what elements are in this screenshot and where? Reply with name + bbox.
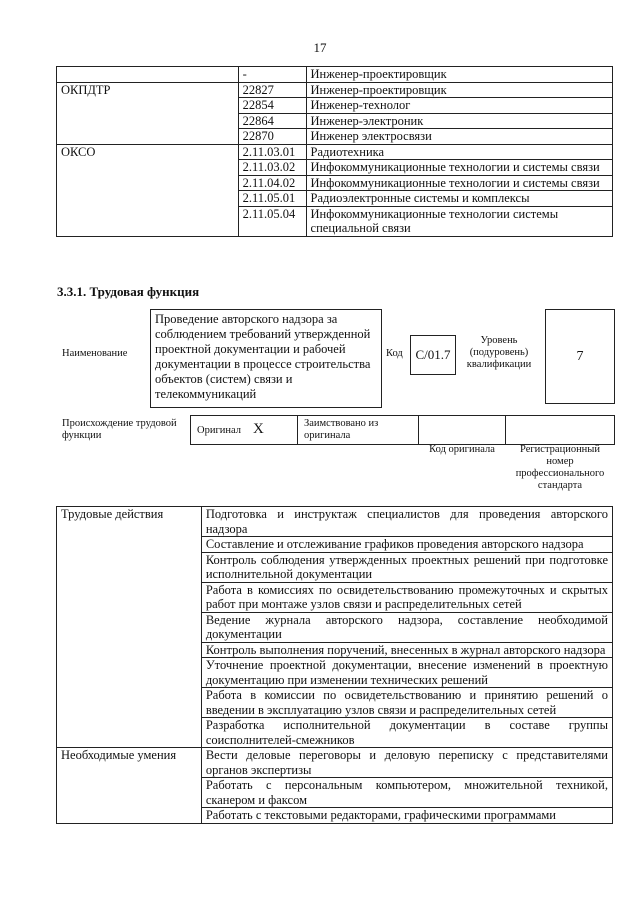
code-cell: 22870 [238,129,306,145]
group-cell: ОКСО [57,144,239,236]
function-name-value: Проведение авторского надзора за соблюдением требований утвержденной проектной документации и рабочей документации в процессе строительства объектов (систем) связи и телекоммуникаций [150,309,382,408]
details-table [56,506,613,824]
table-row [57,144,613,160]
code-original-caption: Код оригинала [429,444,495,455]
reg-number-caption: Регистрационный номер профессионального стандарта [515,444,605,491]
name-cell: Инфокоммуникационные технологии и системы связи [306,175,612,191]
code-original-cell [418,415,506,445]
name-cell: Инфокоммуникационные технологии и системы связи [306,160,612,176]
origin-label: Происхождение трудовой функции [62,418,177,441]
code-label: Код [386,348,403,359]
code-cell: 2.11.03.02 [238,160,306,176]
name-cell: Инженер-проектировщик [306,82,612,98]
borrowed-label: Заимствовано из оригинала [304,418,379,441]
code-cell: 22827 [238,82,306,98]
code-cell: - [238,67,306,83]
name-cell: Радиоэлектронные системы и комплексы [306,191,612,207]
original-label: Оригинал [197,425,241,436]
classifier-table [56,66,613,237]
name-cell: Радиотехника [306,144,612,160]
name-label: Наименование [62,348,128,359]
original-mark: X [253,421,264,437]
skill-item: Работать с персональным компьютером, множительной техникой, сканером и факсом [201,778,612,808]
code-cell: 22864 [238,113,306,129]
group-cell: ОКПДТР [57,82,239,144]
action-item: Подготовка и инструктаж специалистов для проведения авторского надзора [201,507,612,537]
name-cell: Инженер-технолог [306,98,612,114]
name-cell: Инженер электросвязи [306,129,612,145]
function-code-value: С/01.7 [410,335,456,375]
action-item: Контроль выполнения поручений, внесенных в журнал авторского надзора [201,642,612,658]
page-number: 17 [313,40,327,55]
name-cell: Инженер-электроник [306,113,612,129]
borrowed-cell [297,415,419,445]
skill-item: Вести деловые переговоры и деловую переписку с представителями органов экспертизы [201,748,612,778]
code-cell: 2.11.05.04 [238,206,306,236]
reg-number-cell [505,415,615,445]
skill-item: Работать с текстовыми редакторами, графическими программами [201,808,612,824]
code-cell: 2.11.05.01 [238,191,306,207]
code-cell: 22854 [238,98,306,114]
action-item: Работа в комиссии по освидетельствованию и принятию решений о введении в эксплуатацию узлов связи и распределительных сетей [201,688,612,718]
table-row [57,82,613,98]
level-label: Уровень (подуровень) квалификации [466,335,532,370]
code-cell: 2.11.03.01 [238,144,306,160]
group-cell [57,67,239,83]
action-item: Ведение журнала авторского надзора, составление необходимой документации [201,612,612,642]
name-cell: Инфокоммуникационные технологии системы специальной связи [306,206,612,236]
action-item: Контроль соблюдения утвержденных проектных решений при подготовке исполнительной документации [201,552,612,582]
action-item: Составление и отслеживание графиков проведения авторского надзора [201,537,612,553]
section-label: Необходимые умения [57,748,202,824]
action-item: Уточнение проектной документации, внесение изменений в проектную документацию при изменении технических решений [201,658,612,688]
action-item: Разработка исполнительной документации в составе группы соисполнителей-смежников [201,718,612,748]
level-value: 7 [545,309,615,404]
action-item: Работа в комиссиях по освидетельствованию промежуточных и скрытых работ при монтаже узлов связи и распределительных сетей [201,582,612,612]
table-row [57,748,613,778]
section-label: Трудовые действия [57,507,202,748]
name-cell: Инженер-проектировщик [306,67,612,83]
table-row [57,67,613,83]
code-cell: 2.11.04.02 [238,175,306,191]
section-heading: 3.3.1. Трудовая функция [57,284,200,299]
table-row [57,507,613,537]
original-cell [190,415,298,445]
